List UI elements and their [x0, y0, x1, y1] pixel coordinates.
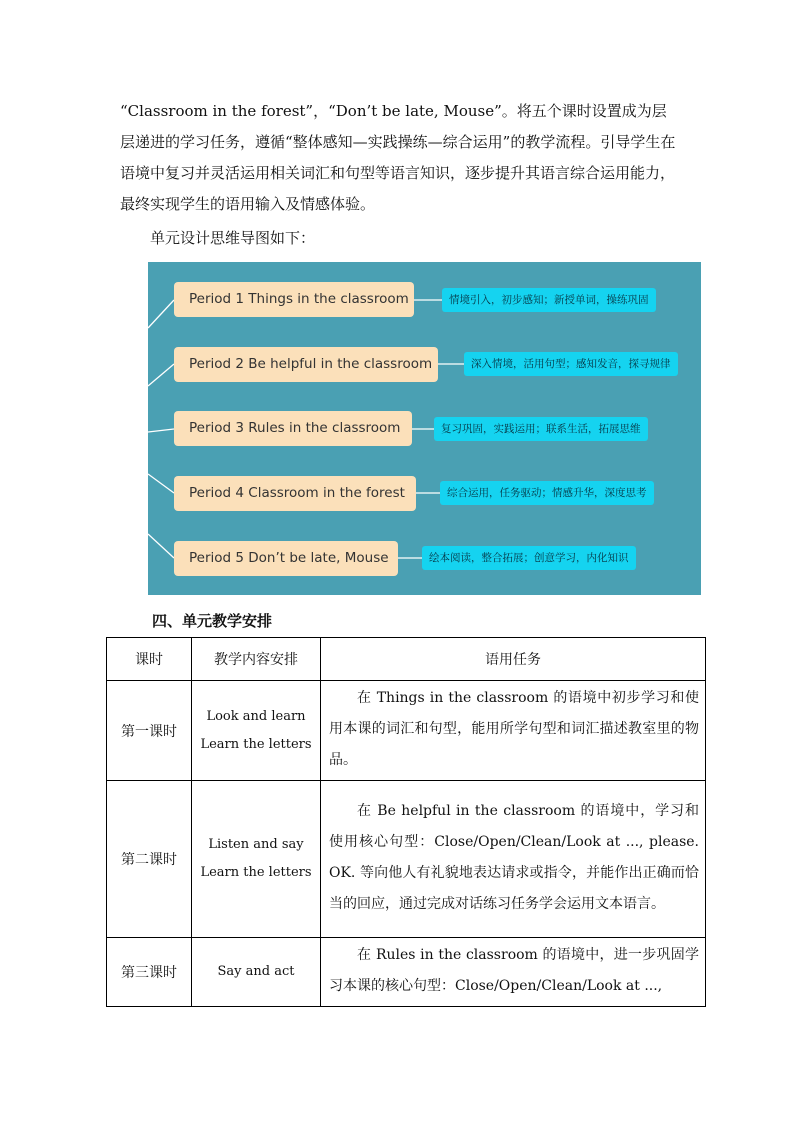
mindmap-period-3: Period 3 Rules in the classroom	[174, 411, 412, 446]
table-row	[107, 938, 706, 1007]
mindmap-period-5: Period 5 Don’t be late, Mouse	[174, 541, 398, 576]
lesson-cell: 第三课时	[107, 938, 192, 1007]
mindmap-period-1: Period 1 Things in the classroom	[174, 282, 414, 317]
content-line: Look and learn	[206, 708, 306, 724]
table-row	[107, 781, 706, 938]
mindmap-tag-4: 综合运用，任务驱动；情感升华，深度思考	[440, 481, 654, 505]
unit-mindmap	[148, 262, 701, 595]
content-cell	[192, 781, 321, 938]
connector-2	[148, 364, 174, 386]
header-task: 语用任务	[321, 638, 706, 681]
content-cell	[192, 938, 321, 1007]
section-title: 四、单元教学安排	[152, 612, 273, 630]
task-cell: 在 Things in the classroom 的语境中初步学习和使用本课的词汇和句型，能用所学句型和词汇描述教室里的物品。	[321, 681, 706, 781]
mindmap-tag-2: 深入情境，活用句型；感知发音，探寻规律	[464, 352, 678, 376]
mindmap-tag-5: 绘本阅读，整合拓展；创意学习，内化知识	[422, 546, 636, 570]
table-header-row	[107, 638, 706, 681]
mindmap-caption: 单元设计思维导图如下：	[150, 229, 316, 247]
task-cell: 在 Be helpful in the classroom 的语境中，学习和使用核心句型：Close/Open/Clean/Look at ..., please. OK. 等向他人有礼貌地表达请求或指令，并能作出正确而恰当的回应，通过完成对话练习任务学会运用文本语言。	[321, 781, 706, 938]
connector-3	[148, 429, 174, 432]
content-line: Say and act	[217, 964, 295, 979]
connector-5	[148, 534, 174, 558]
intro-paragraph: “Classroom in the forest”，“Don’t be late, Mouse”。将五个课时设置成为层层递进的学习任务，遵循“整体感知—实践操练—综合运用”的教学流程。引导学生在语境中复习并灵活运用相关词汇和句型等语言知识，逐步提升其语言综合运用能力，最终实现学生的语用输入及情感体验。	[120, 102, 676, 213]
content-line: Learn the letters	[200, 865, 312, 880]
teaching-plan-table	[106, 637, 706, 1007]
table-row	[107, 681, 706, 781]
content-line: Listen and say	[208, 837, 304, 852]
task-cell: 在 Rules in the classroom 的语境中，进一步巩固学习本课的核心句型：Close/Open/Clean/Look at ...,	[321, 938, 706, 1007]
content-cell	[192, 681, 321, 781]
mindmap-period-2: Period 2 Be helpful in the classroom	[174, 347, 438, 382]
header-content: 教学内容安排	[192, 638, 321, 681]
header-lesson: 课时	[107, 638, 192, 681]
content-line: Learn the letters	[200, 736, 312, 752]
connector-1	[148, 300, 174, 328]
lesson-cell: 第二课时	[107, 781, 192, 938]
lesson-cell: 第一课时	[107, 681, 192, 781]
connector-4	[148, 474, 174, 493]
mindmap-tag-1: 情境引入，初步感知；新授单词，操练巩固	[442, 288, 656, 312]
mindmap-period-4: Period 4 Classroom in the forest	[174, 476, 416, 511]
mindmap-tag-3: 复习巩固，实践运用；联系生活，拓展思维	[434, 417, 648, 441]
